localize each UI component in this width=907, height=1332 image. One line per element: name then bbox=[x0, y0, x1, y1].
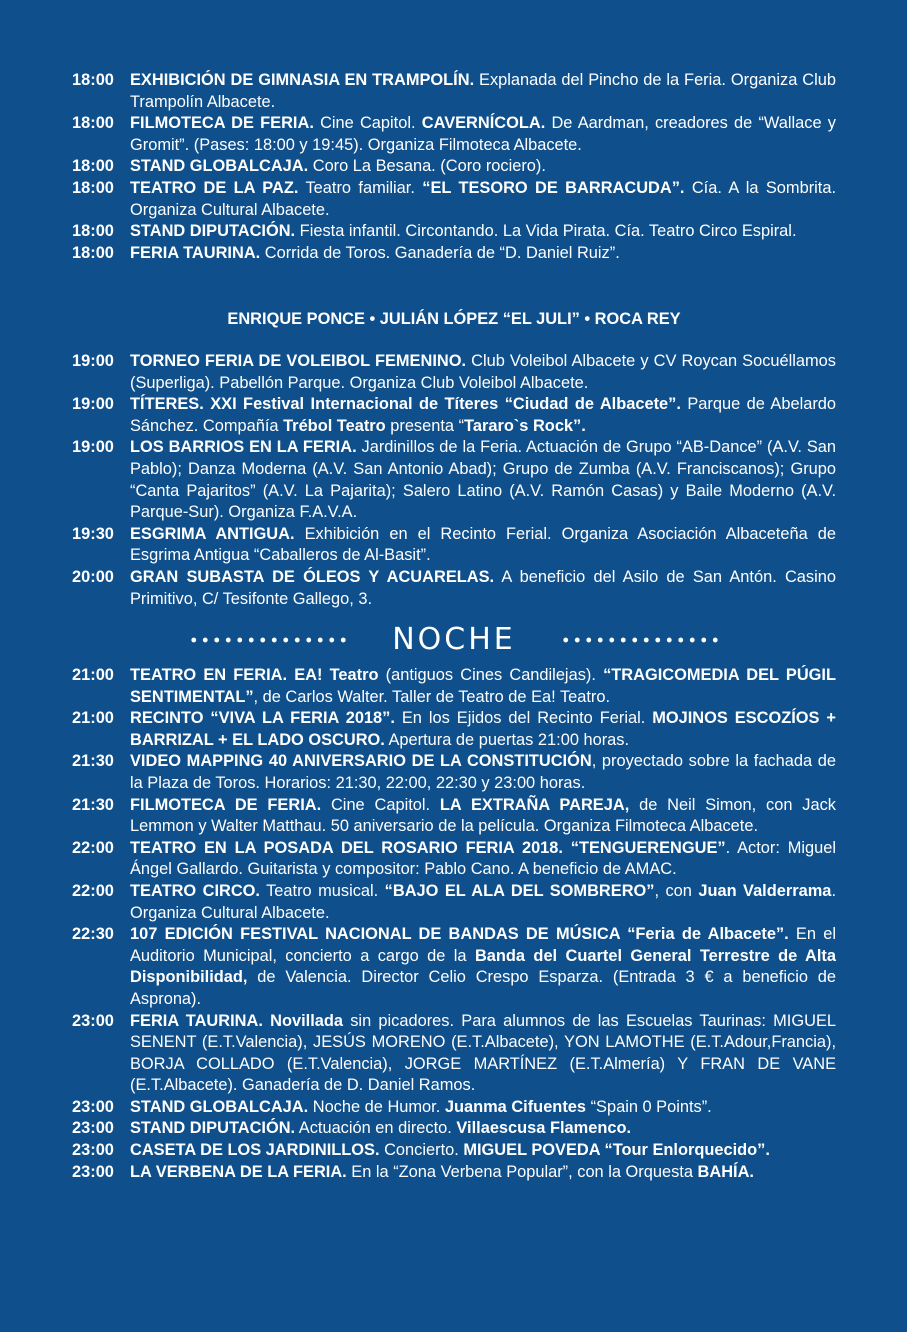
entry-time: 23:00 bbox=[72, 1011, 114, 1030]
entry-description bbox=[130, 708, 836, 751]
entry-highlight: TORNEO FERIA DE VOLEIBOL FEMENINO. bbox=[130, 352, 467, 370]
entry-highlight: TEATRO EN LA POSADA DEL ROSARIO FERIA 2018. “TENGUERENGUE” bbox=[130, 838, 726, 857]
entry-text: De Aardman, creadores de “Wallace y Gromit”. (Pases: 18:00 y 19:45). Organiza Filmoteca Albacete. bbox=[130, 114, 836, 154]
schedule-entry bbox=[72, 221, 836, 243]
entry-highlight: Juanma Cifuentes bbox=[444, 1097, 587, 1116]
schedule-entry bbox=[72, 924, 836, 1010]
entry-highlight: BAHÍA. bbox=[697, 1162, 754, 1181]
schedule-entry bbox=[72, 838, 836, 881]
entry-description bbox=[130, 178, 836, 221]
entry-text: , con bbox=[654, 881, 699, 900]
schedule-entry bbox=[72, 394, 836, 437]
entry-highlight: CAVERNÍCOLA. bbox=[421, 114, 546, 133]
entry-text: Teatro familiar. bbox=[298, 178, 423, 197]
entry-text: Club Voleibol Albacete y CV Roycan Socuéllamos (Superliga). Pabellón Parque. Organiza Club Voleibol Albacete. bbox=[130, 352, 836, 392]
entry-highlight: MIGUEL POVEDA “Tour Enlorquecido”. bbox=[463, 1141, 770, 1160]
entry-time: 22:00 bbox=[72, 838, 114, 857]
entry-time: 21:30 bbox=[72, 795, 114, 814]
entry-time: 23:00 bbox=[72, 1141, 114, 1160]
entry-text: Cine Capitol. bbox=[313, 114, 422, 133]
entry-description bbox=[130, 1011, 836, 1097]
schedule-entry bbox=[72, 437, 836, 523]
entry-text: Apertura de puertas 21:00 horas. bbox=[384, 730, 630, 749]
schedule-entry bbox=[72, 113, 836, 156]
schedule-entry bbox=[72, 156, 836, 178]
entry-text: Exhibición en el Recinto Ferial. Organiza Asociación Albaceteña de Esgrima Antigua “Caballeros de Al-Basit”. bbox=[130, 524, 836, 565]
entry-time: 19:00 bbox=[72, 395, 114, 414]
entry-description bbox=[130, 437, 836, 523]
entry-highlight: FILMOTECA DE FERIA. bbox=[130, 795, 322, 814]
schedule-entry bbox=[72, 524, 836, 567]
evening-schedule bbox=[72, 351, 836, 610]
schedule-entry bbox=[72, 567, 836, 610]
entry-time: 19:00 bbox=[72, 352, 114, 370]
bullfighters-line: ENRIQUE PONCE • JULIÁN LÓPEZ “EL JULI” • ROCA REY bbox=[227, 310, 681, 328]
entry-description bbox=[130, 751, 836, 794]
entry-description bbox=[130, 881, 836, 924]
entry-text: Corrida de Toros. Ganadería de “D. Daniel Ruiz”. bbox=[260, 243, 620, 262]
entry-text: Parque de Abelardo Sánchez. Compañía bbox=[130, 395, 837, 435]
entry-description bbox=[130, 113, 836, 156]
entry-text: Coro La Besana. (Coro rociero). bbox=[308, 157, 546, 176]
entry-text: , proyectado sobre la fachada de la Plaza de Toros. Horarios: 21:30, 22:00, 22:30 y 23:00 horas. bbox=[130, 752, 836, 792]
entry-description bbox=[130, 70, 836, 113]
schedule-entry bbox=[72, 881, 836, 924]
entry-text: , de Carlos Walter. Taller de Teatro de Ea! Teatro. bbox=[253, 687, 611, 706]
entry-highlight: “EL TESORO DE BARRACUDA”. bbox=[422, 178, 685, 197]
entry-time: 20:00 bbox=[72, 567, 114, 586]
entry-text: Explanada del Pincho de la Feria. Organiza Club Trampolín Albacete. bbox=[130, 71, 836, 111]
entry-time: 18:00 bbox=[72, 157, 114, 176]
left-dots-divider bbox=[188, 636, 348, 644]
entry-highlight: STAND GLOBALCAJA. bbox=[130, 157, 309, 176]
entry-text: . Organiza Cultural Albacete. bbox=[130, 881, 836, 922]
entry-time: 23:00 bbox=[72, 1097, 114, 1116]
entry-highlight: RECINTO “VIVA LA FERIA 2018”. bbox=[130, 709, 395, 728]
entry-text: Fiesta infantil. Circontando. La Vida Pirata. Cía. Teatro Circo Espiral. bbox=[295, 222, 797, 241]
schedule-entry bbox=[72, 351, 836, 394]
entry-highlight: Juan Valderrama bbox=[698, 881, 832, 900]
night-schedule bbox=[72, 665, 836, 1183]
entry-time: 22:00 bbox=[72, 881, 114, 900]
entry-text: Noche de Humor. bbox=[308, 1097, 445, 1116]
entry-text: Teatro musical. bbox=[259, 881, 385, 900]
noche-title: NOCHE bbox=[392, 622, 516, 657]
entry-text: (antiguos Cines Candilejas). bbox=[378, 666, 604, 684]
entry-description bbox=[130, 795, 836, 838]
schedule-entry bbox=[72, 1097, 836, 1119]
entry-description bbox=[130, 351, 836, 394]
entry-text: Concierto. bbox=[379, 1141, 464, 1160]
entry-highlight: EXHIBICIÓN DE GIMNASIA EN TRAMPOLÍN. bbox=[130, 71, 475, 89]
right-dots-divider bbox=[560, 636, 720, 644]
entry-description bbox=[130, 924, 836, 1010]
entry-text: En el Auditorio Municipal, concierto a cargo de la bbox=[130, 925, 836, 965]
entry-time: 23:00 bbox=[72, 1119, 114, 1138]
entry-description bbox=[130, 394, 836, 437]
entry-highlight: TEATRO DE LA PAZ. bbox=[130, 178, 299, 197]
entry-highlight: LA EXTRAÑA PAREJA, bbox=[439, 795, 630, 814]
schedule-entry bbox=[72, 243, 836, 265]
schedule-entry bbox=[72, 1140, 836, 1162]
entry-description bbox=[130, 524, 836, 567]
entry-highlight: FILMOTECA DE FERIA. bbox=[130, 114, 314, 133]
entry-description bbox=[130, 1118, 836, 1140]
entry-text: En los Ejidos del Recinto Ferial. bbox=[394, 709, 653, 728]
entry-text: sin picadores. Para alumnos de las Escuelas Taurinas: MIGUEL SENENT (E.T.Valencia), JESÚS MORENO (E.T.Albacete), YON LAMOTHE (E.T.Adour,Francia), BORJA COLLADO (E.T.Valencia), JORGE MARTÍNEZ (E.T.Almería) Y FRAN DE VANE (E.T.Albacete). Ganadería de D. Daniel Ramos. bbox=[130, 1011, 836, 1095]
entry-highlight: FERIA TAURINA. bbox=[130, 243, 261, 262]
entry-highlight: Banda del Cuartel General Terrestre de Alta Disponibilidad, bbox=[130, 946, 836, 987]
entry-highlight: LA VERBENA DE LA FERIA. bbox=[130, 1162, 347, 1181]
entry-time: 18:00 bbox=[72, 71, 114, 89]
entry-highlight: GRAN SUBASTA DE ÓLEOS Y ACUARELAS. bbox=[130, 567, 495, 586]
entry-highlight: STAND GLOBALCAJA. bbox=[130, 1097, 309, 1116]
entry-text: presenta “ bbox=[385, 416, 465, 435]
entry-highlight: TEATRO CIRCO. bbox=[130, 881, 260, 900]
entry-text: Actuación en directo. bbox=[295, 1119, 457, 1138]
noche-header bbox=[72, 620, 836, 660]
entry-time: 21:00 bbox=[72, 666, 114, 684]
schedule-entry bbox=[72, 795, 836, 838]
entry-description bbox=[130, 1140, 836, 1162]
entry-time: 21:30 bbox=[72, 752, 114, 771]
entry-time: 18:00 bbox=[72, 114, 114, 133]
entry-text: de Neil Simon, con Jack Lemmon y Walter Matthau. 50 aniversario de la película. Organiza Filmoteca Albacete. bbox=[130, 795, 836, 836]
afternoon-schedule bbox=[72, 70, 836, 264]
entry-text: . Actor: Miguel Ángel Gallardo. Guitarista y compositor: Pablo Cano. A beneficio de AMAC. bbox=[130, 838, 836, 879]
entry-highlight: Villaescusa Flamenco. bbox=[456, 1119, 632, 1138]
entry-highlight: “TRAGICOMEDIA DEL PÚGIL SENTIMENTAL” bbox=[130, 666, 836, 706]
entry-highlight: STAND DIPUTACIÓN. bbox=[130, 1119, 296, 1138]
entry-description bbox=[130, 838, 836, 881]
entry-text: A beneficio del Asilo de San Antón. Casino Primitivo, C/ Tesifonte Gallego, 3. bbox=[130, 567, 836, 608]
entry-highlight: 107 EDICIÓN FESTIVAL NACIONAL DE BANDAS DE MÚSICA “Feria de Albacete”. bbox=[130, 925, 789, 944]
entry-highlight: TÍTERES. XXI Festival Internacional de Títeres “Ciudad de Albacete”. bbox=[130, 395, 681, 414]
entry-description bbox=[130, 156, 836, 178]
schedule-entry bbox=[72, 665, 836, 708]
entry-text: Jardinillos de la Feria. Actuación de Grupo “AB-Dance” (A.V. San Pablo); Danza Moderna (A.V. San Antonio Abad); Grupo de Zumba (A.V. Franciscanos); Grupo “Canta Pajaritos” (A.V. La Pajarita); Salero Latino (A.V. Ramón Casas) y Baile Moderno (A.V. Parque-Sur). Organiza F.A.V.A. bbox=[130, 438, 836, 522]
entry-highlight: MOJINOS ESCOZÍOS + BARRIZAL + EL LADO OSCURO. bbox=[130, 709, 837, 749]
entry-text: de Valencia. Director Celio Crespo Esparza. (Entrada 3 € a beneficio de Asprona). bbox=[130, 968, 836, 1008]
entry-text: Cía. A la Sombrita. Organiza Cultural Albacete. bbox=[130, 178, 837, 219]
entry-highlight: STAND DIPUTACIÓN. bbox=[130, 222, 296, 241]
entry-time: 19:30 bbox=[72, 524, 114, 543]
entry-time: 21:00 bbox=[72, 709, 114, 728]
entry-description bbox=[130, 1162, 836, 1184]
schedule-entry bbox=[72, 1011, 836, 1097]
schedule-entry bbox=[72, 178, 836, 221]
schedule-entry bbox=[72, 1162, 836, 1184]
entry-time: 22:30 bbox=[72, 925, 114, 944]
entry-highlight: LOS BARRIOS EN LA FERIA. bbox=[130, 438, 357, 457]
entry-highlight: VIDEO MAPPING 40 ANIVERSARIO DE LA CONSTITUCIÓN bbox=[130, 752, 592, 771]
entry-description bbox=[130, 243, 836, 265]
entry-text: Cine Capitol. bbox=[321, 795, 440, 814]
entry-highlight: “BAJO EL ALA DEL SOMBRERO” bbox=[384, 881, 655, 900]
schedule-entry bbox=[72, 708, 836, 751]
schedule-entry bbox=[72, 751, 836, 794]
entry-highlight: FERIA TAURINA. Novillada bbox=[130, 1011, 343, 1030]
entry-text: “Spain 0 Points”. bbox=[586, 1097, 712, 1116]
entry-highlight: Trébol Teatro bbox=[283, 416, 386, 435]
entry-highlight: CASETA DE LOS JARDINILLOS. bbox=[130, 1141, 380, 1160]
entry-description bbox=[130, 567, 836, 610]
entry-description bbox=[130, 221, 836, 243]
entry-highlight: ESGRIMA ANTIGUA. bbox=[130, 524, 295, 543]
entry-description bbox=[130, 1097, 836, 1119]
entry-time: 23:00 bbox=[72, 1162, 114, 1181]
entry-time: 18:00 bbox=[72, 222, 114, 241]
entry-highlight: Tararo`s Rock”. bbox=[464, 416, 586, 435]
entry-text: En la “Zona Verbena Popular”, con la Orquesta bbox=[346, 1162, 698, 1181]
schedule-entry bbox=[72, 1118, 836, 1140]
entry-highlight: TEATRO EN FERIA. EA! Teatro bbox=[130, 666, 379, 684]
entry-time: 18:00 bbox=[72, 243, 114, 262]
entry-time: 19:00 bbox=[72, 438, 114, 457]
schedule-entry bbox=[72, 70, 836, 113]
entry-description bbox=[130, 665, 836, 708]
entry-time: 18:00 bbox=[72, 178, 114, 197]
